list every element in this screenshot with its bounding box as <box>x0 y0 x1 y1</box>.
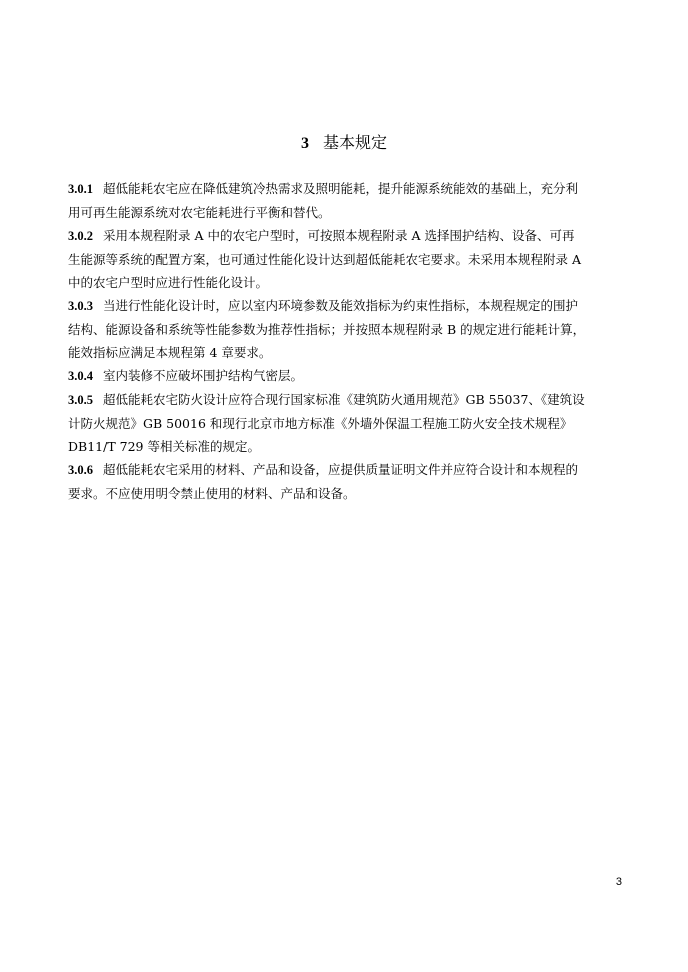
clause-line <box>68 201 620 224</box>
clause-line <box>68 248 620 271</box>
clause-text: 生能源等系统的配置方案，也可通过性能化设计达到超低能耗农宅要求。未采用本规程附录 A <box>68 252 582 267</box>
clause-3-0-5 <box>68 388 620 458</box>
clause-3-0-2 <box>68 224 620 294</box>
clause-line <box>68 177 620 201</box>
clause-line <box>68 435 620 458</box>
clause-number: 3.0.2 <box>68 229 93 243</box>
clause-line <box>68 458 620 482</box>
clause-text: 能效指标应满足本规程第 4 章要求。 <box>68 345 272 360</box>
clause-text: DB11/T 729 等相关标准的规定。 <box>68 439 260 454</box>
clause-text: 用可再生能源系统对农宅能耗进行平衡和替代。 <box>68 205 331 220</box>
chapter-number: 3 <box>300 135 309 152</box>
clause-3-0-1 <box>68 177 620 224</box>
clause-text: 结构、能源设备和系统等性能参数为推荐性指标；并按照本规程附录 B 的规定进行能耗计算， <box>68 322 586 337</box>
clause-text: 计防火规范》GB 50016 和现行北京市地方标准《外墙外保温工程施工防火安全技术规程》 <box>68 416 573 431</box>
chapter-title: 基本规定 <box>322 133 387 152</box>
clause-line <box>68 482 620 505</box>
clause-line <box>68 412 620 435</box>
clause-text: 超低能耗农宅防火设计应符合现行国家标准《建筑防火通用规范》GB 55037、《建筑设 <box>103 392 585 407</box>
clause-line <box>68 364 620 388</box>
chapter-heading <box>0 130 688 157</box>
clause-text: 要求。不应使用明令禁止使用的材料、产品和设备。 <box>68 486 356 501</box>
clause-text: 采用本规程附录 A 中的农宅户型时，可按照本规程附录 A 选择围护结构、设备、可再 <box>103 228 575 243</box>
clause-text: 超低能耗农宅应在降低建筑冷热需求及照明能耗，提升能源系统能效的基础上，充分利 <box>103 181 579 196</box>
clause-3-0-6 <box>68 458 620 505</box>
clause-line <box>68 388 620 412</box>
clause-line <box>68 271 620 294</box>
clause-number: 3.0.6 <box>68 463 93 477</box>
clause-3-0-4 <box>68 364 620 388</box>
clause-line <box>68 294 620 318</box>
clause-text: 中的农宅户型时应进行性能化设计。 <box>68 275 269 290</box>
clause-number: 3.0.1 <box>68 182 93 196</box>
clause-number: 3.0.4 <box>68 369 93 383</box>
clause-line <box>68 318 620 341</box>
clause-line <box>68 341 620 364</box>
clause-list <box>68 177 620 505</box>
page-number: 3 <box>615 876 622 888</box>
clause-number: 3.0.5 <box>68 393 93 407</box>
clause-text: 超低能耗农宅采用的材料、产品和设备，应提供质量证明文件并应符合设计和本规程的 <box>103 462 579 477</box>
clause-text: 室内装修不应破坏围护结构气密层。 <box>103 368 304 383</box>
clause-text: 当进行性能化设计时，应以室内环境参数及能效指标为约束性指标，本规程规定的围护 <box>103 298 579 313</box>
clause-number: 3.0.3 <box>68 299 93 313</box>
clause-line <box>68 224 620 248</box>
clause-3-0-3 <box>68 294 620 364</box>
